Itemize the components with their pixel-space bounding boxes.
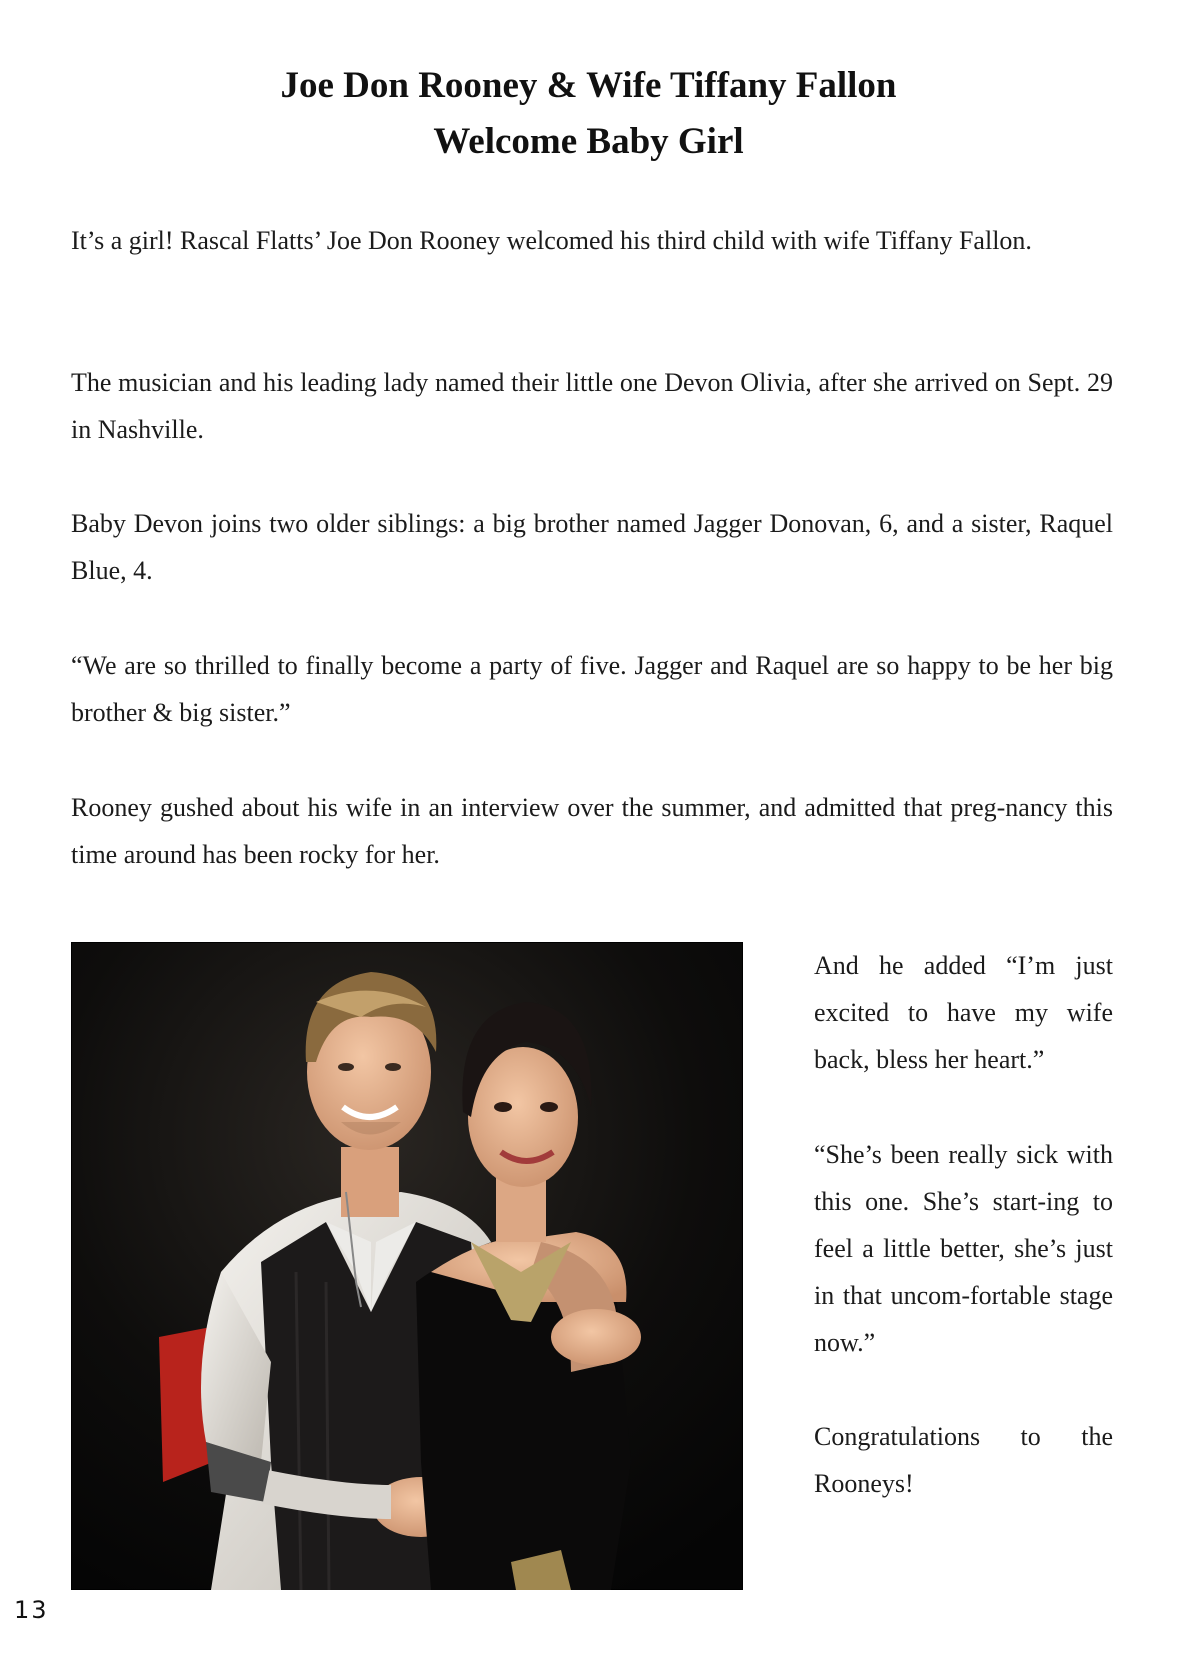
article-paragraph: The musician and his leading lady named their little one Devon Olivia, after she arrived on Sept. 29 in Nashville. xyxy=(71,368,1113,444)
article-title xyxy=(0,58,1177,170)
side-quote-paragraph: “She’s been really sick with this one. She’s start-ing to feel a little better, she’s just in that uncom-fortable stage now.” xyxy=(814,1140,1113,1357)
article-paragraph: Rooney gushed about his wife in an interview over the summer, and admitted that preg-nancy this time around has been rocky for her. xyxy=(71,793,1113,869)
page-number: 13 xyxy=(14,1596,49,1624)
side-closing-paragraph: Congratulations to the Rooneys! xyxy=(814,1422,1113,1498)
side-paragraph: And he added “I’m just excited to have my wife back, bless her heart.” xyxy=(814,951,1113,1074)
article-title-line-1: Joe Don Rooney & Wife Tiffany Fallon xyxy=(280,65,897,106)
article-quote-paragraph: “We are so thrilled to finally become a party of five. Jagger and Raquel are so happy to be her big brother & big sister.” xyxy=(71,651,1113,727)
couple-photo xyxy=(71,942,743,1590)
article-paragraph: It’s a girl! Rascal Flatts’ Joe Don Rooney welcomed his third child with wife Tiffany Fallon. xyxy=(71,226,1032,255)
article-paragraph: Baby Devon joins two older siblings: a big brother named Jagger Donovan, 6, and a sister, Raquel Blue, 4. xyxy=(71,509,1113,585)
article-title-line-2: Welcome Baby Girl xyxy=(433,121,744,162)
